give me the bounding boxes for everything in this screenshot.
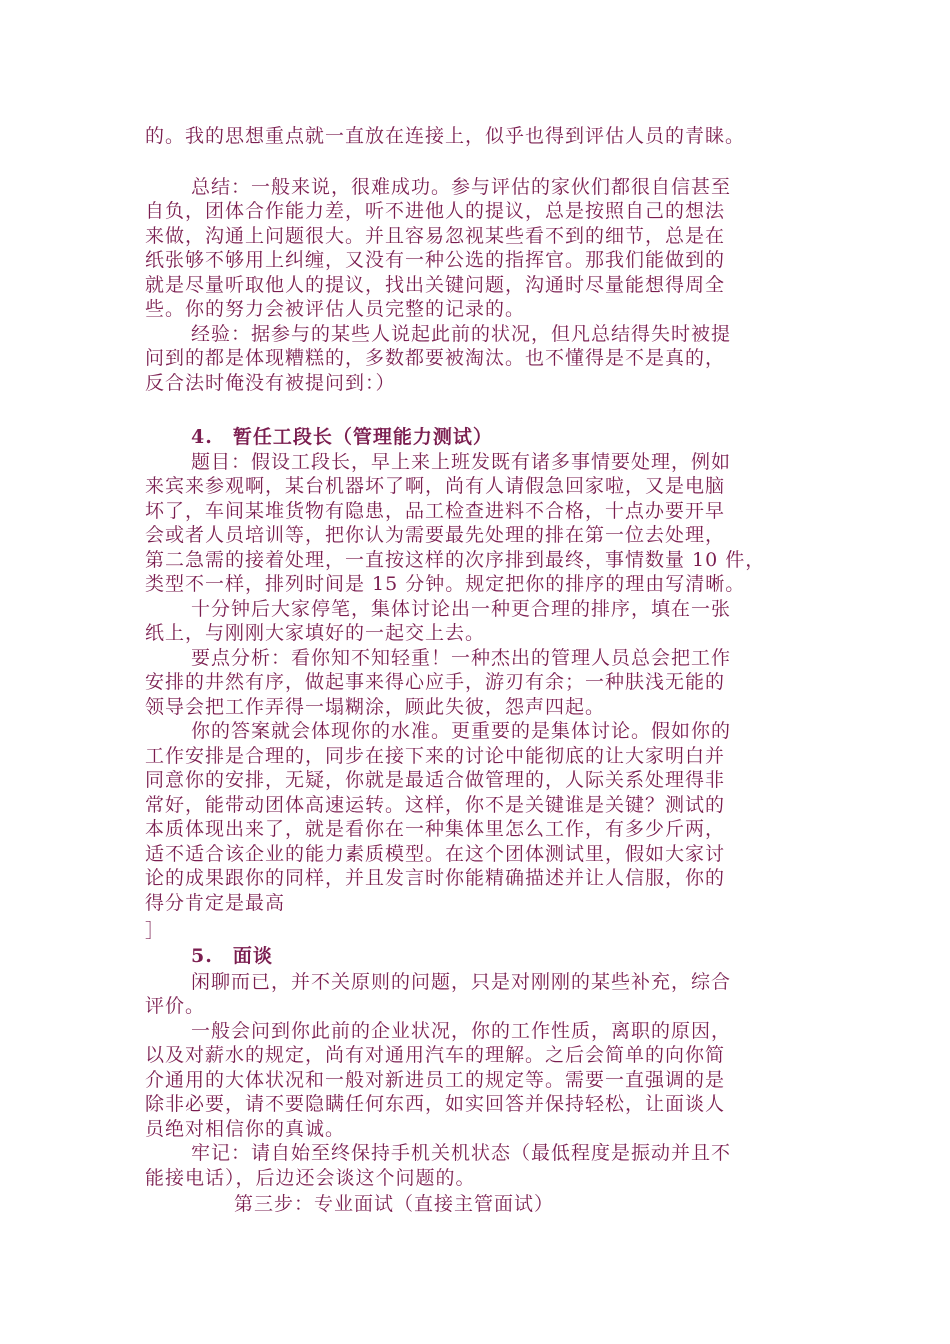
text-line: 介通用的大体状况和一般对新进员工的规定等。需要一直强调的是	[145, 1069, 726, 1091]
text-line: 常好，能带动团体高速运转。这样，你不是关键谁是关键？测试的	[145, 794, 726, 816]
text-line: 要点分析：看你知不知轻重！一种杰出的管理人员总会把工作	[191, 647, 732, 669]
text-line: 论的成果跟你的同样，并且发言时你能精确描述并让人信服，你的	[145, 867, 726, 889]
text-line: 来做，沟通上问题很大。并且容易忽视某些看不到的细节，总是在	[145, 225, 726, 247]
text-line: 问到的都是体现糟糕的，多数都要被淘汰。也不懂得是不是真的，	[145, 347, 726, 369]
text-line: 自负，团体合作能力差，听不进他人的提议，总是按照自己的想法	[145, 200, 726, 222]
text-line: 反合法时俺没有被提问到：）	[145, 372, 396, 394]
text-line: 题目：假设工段长，早上来上班发既有诸多事情要处理，例如	[191, 451, 732, 473]
text-line: 得分肯定是最高	[145, 892, 286, 914]
text-line: 总结：一般来说，很难成功。参与评估的家伙们都很自信甚至	[191, 176, 732, 198]
text-line: 会或者人员培训等，把你认为需要最先处理的排在第一位去处理，	[145, 524, 726, 546]
text-line: 来宾来参观啊，某台机器坏了啊，尚有人请假急回家啦，又是电脑	[145, 475, 726, 497]
text-line: 你的答案就会体现你的水准。更重要的是集体讨论。假如你的	[191, 720, 732, 742]
text-line: 领导会把工作弄得一塌糊涂，顾此失彼，怨声四起。	[145, 696, 606, 718]
section-heading: 5. 面谈	[191, 945, 273, 967]
text-line: 十分钟后大家停笔，集体讨论出一种更合理的排序，填在一张	[191, 598, 732, 620]
text-line: ］	[145, 920, 166, 942]
text-line: 安排的井然有序，做起事来得心应手，游刃有余；一种肤浅无能的	[145, 671, 726, 693]
text-line: 经验：据参与的某些人说起此前的状况，但凡总结得失时被提	[191, 323, 732, 345]
text-line: 第二急需的接着处理，一直按这样的次序排到最终，事情数量 10 件，	[145, 549, 766, 571]
text-line: 闲聊而已，并不关原则的问题，只是对刚刚的某些补充，综合	[191, 971, 732, 993]
text-line: 些。你的努力会被评估人员完整的记录的。	[145, 298, 526, 320]
text-line: 能接电话），后边还会谈这个问题的。	[145, 1167, 476, 1189]
text-line: 牢记：请自始至终保持手机关机状态（最低程度是振动并且不	[191, 1142, 732, 1164]
text-line: 纸上，与刚刚大家填好的一起交上去。	[145, 622, 486, 644]
step-heading: 第三步：专业面试（直接主管面试）	[234, 1193, 555, 1215]
text-line: 评价。	[145, 995, 206, 1017]
text-line: 纸张够不够用上纠缠，又没有一种公选的指挥官。那我们能做到的	[145, 249, 726, 271]
text-line: 的。我的思想重点就一直放在连接上，似乎也得到评估人员的青睐。	[145, 125, 746, 147]
section-heading: 4. 暂任工段长（管理能力测试）	[191, 426, 493, 448]
text-line: 坏了，车间某堆货物有隐患，品工检查进料不合格，十点办要开早	[145, 500, 726, 522]
text-line: 同意你的安排，无疑，你就是最适合做管理的，人际关系处理得非	[145, 769, 726, 791]
text-line: 工作安排是合理的，同步在接下来的讨论中能彻底的让大家明白并	[145, 745, 726, 767]
text-line: 以及对薪水的规定，尚有对通用汽车的理解。之后会简单的向你简	[145, 1044, 726, 1066]
text-line: 一般会问到你此前的企业状况，你的工作性质，离职的原因，	[191, 1020, 732, 1042]
text-line: 员绝对相信你的真诚。	[145, 1118, 346, 1140]
text-line: 适不适合该企业的能力素质模型。在这个团体测试里，假如大家讨	[145, 843, 726, 865]
text-line: 就是尽量听取他人的提议，找出关键问题，沟通时尽量能想得周全	[145, 274, 726, 296]
text-line: 除非必要，请不要隐瞒任何东西，如实回答并保持轻松，让面谈人	[145, 1093, 726, 1115]
text-line: 本质体现出来了，就是看你在一种集体里怎么工作，有多少斤两，	[145, 818, 726, 840]
text-line: 类型不一样，排列时间是 15 分钟。规定把你的排序的理由写清晰。	[145, 573, 746, 595]
